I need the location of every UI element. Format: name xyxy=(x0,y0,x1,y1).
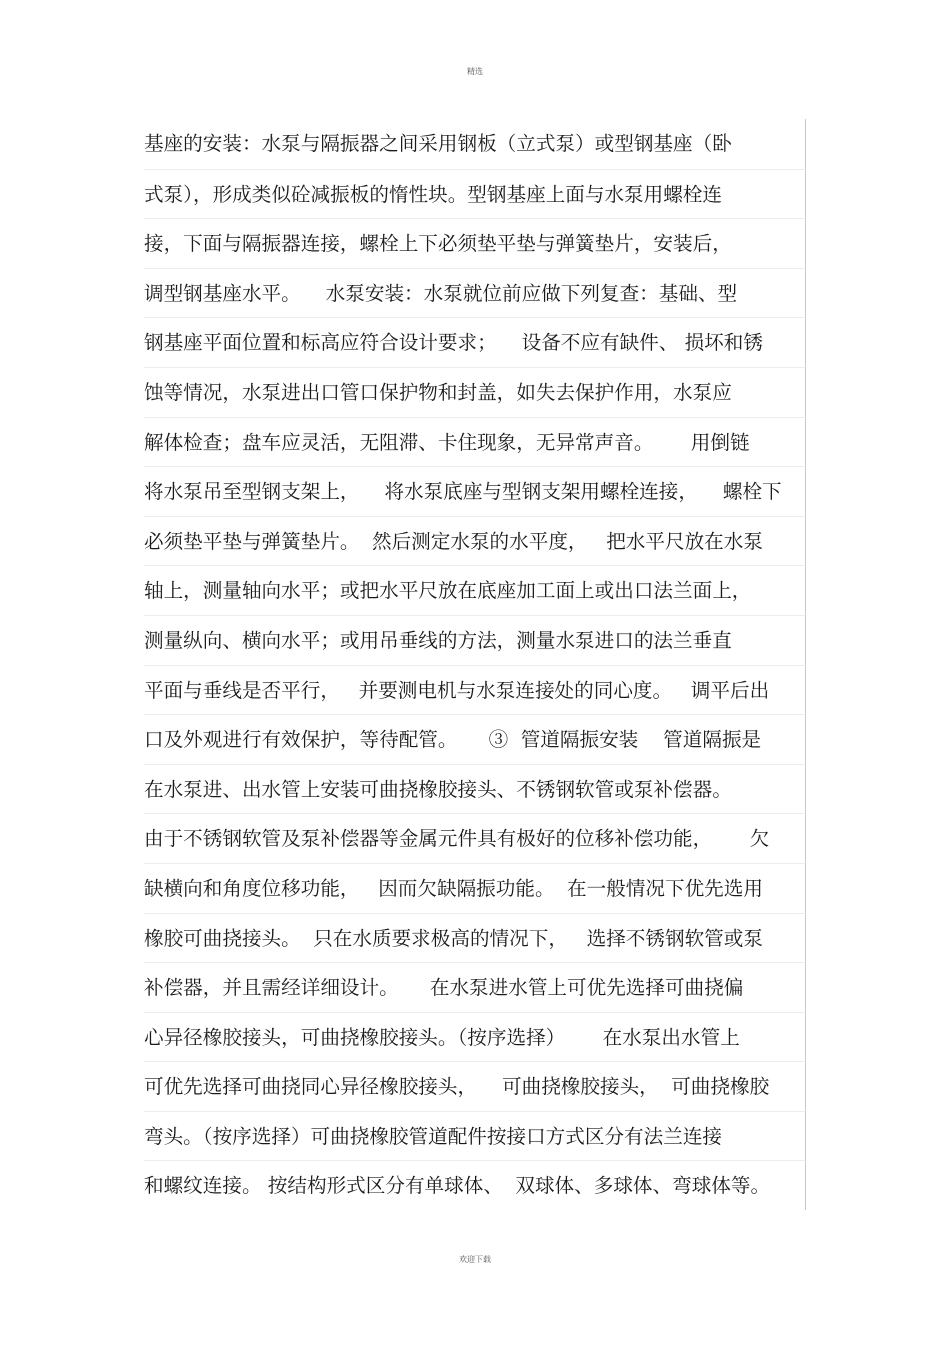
text-line: 式泵），形成类似砼减振板的惰性块。型钢基座上面与水泵用螺栓连 xyxy=(144,169,806,219)
page-header: 精选 xyxy=(467,67,483,76)
text-line: 橡胶可曲挠接头。 只在水质要求极高的情况下， 选择不锈钢软管或泵 xyxy=(144,913,806,963)
document-body xyxy=(144,119,806,1210)
text-line: 接，下面与隔振器连接，螺栓上下必须垫平垫与弹簧垫片，安装后， xyxy=(144,218,806,268)
text-line: 必须垫平垫与弹簧垫片。 然后测定水泵的水平度， 把水平尺放在水泵 xyxy=(144,516,806,566)
text-line: 在水泵进、出水管上安装可曲挠橡胶接头、不锈钢软管或泵补偿器。 xyxy=(144,764,806,814)
text-line: 和螺纹连接。 按结构形式区分有单球体、 双球体、多球体、弯球体等。 xyxy=(144,1160,806,1210)
text-line: 弯头。（按序选择）可曲挠橡胶管道配件按接口方式区分有法兰连接 xyxy=(144,1111,806,1161)
text-line: 平面与垂线是否平行， 并要测电机与水泵连接处的同心度。 调平后出 xyxy=(144,665,806,715)
text-line: 调型钢基座水平。 水泵安装：水泵就位前应做下列复查：基础、型 xyxy=(144,268,806,318)
text-line: 蚀等情况，水泵进出口管口保护物和封盖，如失去保护作用，水泵应 xyxy=(144,367,806,417)
text-line: 由于不锈钢软管及泵补偿器等金属元件具有极好的位移补偿功能， 欠 xyxy=(144,813,806,863)
text-line: 可优先选择可曲挠同心异径橡胶接头， 可曲挠橡胶接头， 可曲挠橡胶 xyxy=(144,1061,806,1111)
text-line: 将水泵吊至型钢支架上， 将水泵底座与型钢支架用螺栓连接， 螺栓下 xyxy=(144,466,806,516)
text-line: 补偿器，并且需经详细设计。 在水泵进水管上可优先选择可曲挠偏 xyxy=(144,962,806,1012)
text-line: 轴上，测量轴向水平；或把水平尺放在底座加工面上或出口法兰面上， xyxy=(144,565,806,615)
page-footer: 欢迎下载 xyxy=(459,1255,491,1264)
text-line: 缺横向和角度位移功能， 因而欠缺隔振功能。 在一般情况下优先选用 xyxy=(144,863,806,913)
text-line: 口及外观进行有效保护，等待配管。 ③ 管道隔振安装 管道隔振是 xyxy=(144,714,806,764)
text-line: 心异径橡胶接头，可曲挠橡胶接头。（按序选择） 在水泵出水管上 xyxy=(144,1012,806,1062)
text-line: 钢基座平面位置和标高应符合设计要求； 设备不应有缺件、 损坏和锈 xyxy=(144,317,806,367)
text-line: 基座的安装：水泵与隔振器之间采用钢板（立式泵）或型钢基座（卧 xyxy=(144,119,806,169)
text-line: 解体检查；盘车应灵活，无阻滞、卡住现象，无异常声音。 用倒链 xyxy=(144,417,806,467)
text-line: 测量纵向、横向水平；或用吊垂线的方法，测量水泵进口的法兰垂直 xyxy=(144,615,806,665)
